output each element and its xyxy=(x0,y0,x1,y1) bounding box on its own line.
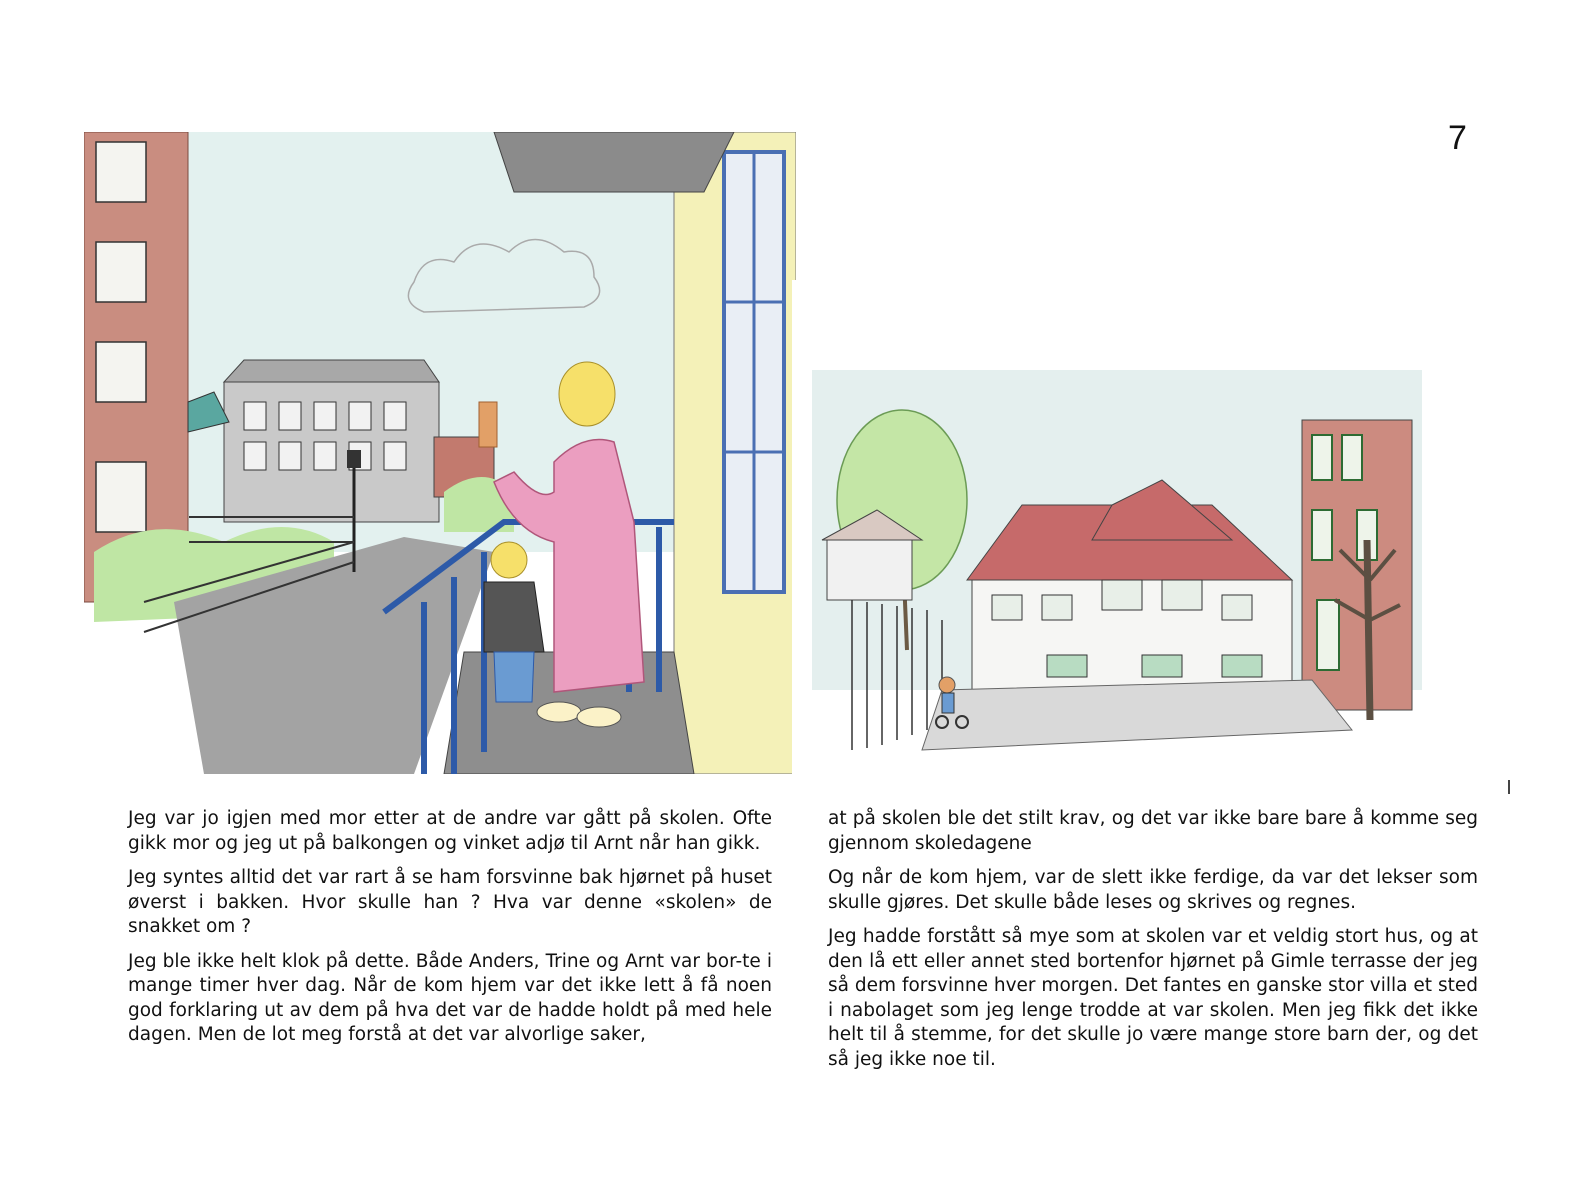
right-text-column xyxy=(828,807,1478,1082)
paragraph: Jeg var jo igjen med mor etter at de andre var gått på skolen. Ofte gikk mor og jeg ut på balkongen og vinket adjø til Arnt når han gikk. xyxy=(128,808,772,854)
paragraph: Jeg hadde forstått så mye som at skolen var et veldig stort hus, og at den lå ett eller annet sted bortenfor hjørnet på Gimle terrasse der jeg så dem forsvinne hver morgen. Det fantes en ganske stor villa et sted i nabolaget som jeg lenge trodde at var skolen. Men jeg fikk det ikke helt til å stemme, for det skulle jo være mange store barn der, og det så jeg ikke noe til. xyxy=(828,926,1478,1070)
paragraph: Jeg ble ikke helt klok på dette. Både Anders, Trine og Arnt var bor-te i mange timer hver dag. Når de kom hjem var det ikke lett å få noen god forklaring ut av dem på hva det var de hadde holdt på med hele dagen. Men de lot meg forstå at det var alvorlige saker, xyxy=(128,950,772,1045)
page-number: 7 xyxy=(1448,119,1467,157)
balcony-scene-illustration xyxy=(84,132,796,774)
edge-mark xyxy=(1508,780,1510,794)
left-text-column xyxy=(128,807,772,1058)
paragraph: Og når de kom hjem, var de slett ikke ferdige, da var det lekser som skulle gjøres. Det skulle både leses og skrives og regnes. xyxy=(828,867,1478,913)
paragraph: Jeg syntes alltid det var rart å se ham forsvinne bak hjørnet på huset øverst i bakken. Hvor skulle han ? Hva var denne «skolen» de snakket om ? xyxy=(128,867,772,937)
street-villa-illustration xyxy=(792,280,1504,790)
paragraph: at på skolen ble det stilt krav, og det var ikke bare bare å komme seg gjennom skoledagene xyxy=(828,808,1478,854)
